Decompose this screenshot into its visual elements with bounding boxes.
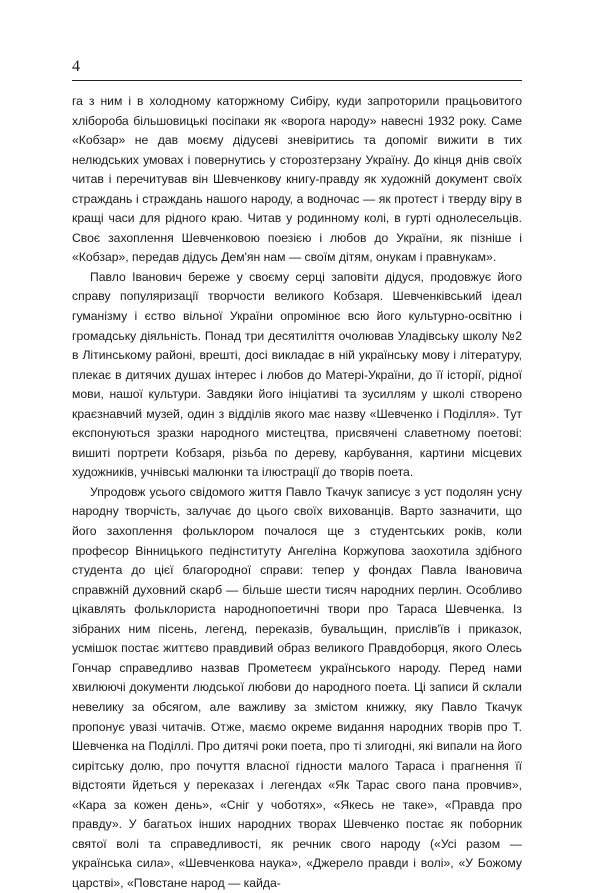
paragraph: Павло Іванович береже у своєму серці заповіти дідуся, продовжує його справу популяризації творчости великого Кобзаря. Шевченківський ідеал гуманізму і єство вільної України опромінює всю його культурно-освітню і громадську діяльність. Понад три десятиліття очолював Уладівську школу №2 в Літинському районі, врешті, досі викладає в ній українську мову і літературу, плекає в дитячих душах інтерес і любов до Матері-України, до її історії, рідної мови, нашої культури. Завдяки його ініціативі та зусиллям у школі створено краєзнавчий музей, один з відділів якого має назву «Шевченко і Поділля». Тут експонуються зразки народного мистецтва, присвячені славетному поетові: вишиті портрети Кобзаря, різьба по дереву, карбування, картини місцевих художників, учнівські малюнки та ілюстрації до творів поета. [72,269,522,480]
paragraph: га з ним і в холодному каторжному Сибіру, куди запроторили працьовитого хлібороба більшовицькі посіпаки як «ворога народу» навесні 1932 року. Саме «Кобзар» не дав моєму дідусеві зневіритись та допоміг вижити в тих нелюдських умовах і повернутись у сторозтерзану Україну. До кінця днів своїх читав і перечитував він Шевченкову книгу-правду як художній документ своїх страждань і страждань нашого народу, а водночас — як протест і тверду віру в кращі часи для рідного краю. Читав у родинному колі, в гурті однолесельців. Своє захоплення Шевченковою поезією і любов до України, як пізніше і «Кобзар», передав дідусь Дем'ян нам — своїм дітям, онукам і правнукам». [72,94,522,265]
page-number: 4 [72,58,80,75]
document-page [72,0,522,890]
header-rule [72,80,522,81]
body-text [72,92,522,893]
paragraph: Упродовж усього свідомого життя Павло Ткачук записує з уст подолян усну народну творчість, залучає до цього своїх вихованців. Варто зазначити, що його захоплення фольклором почалося ще з студентських років, коли професор Вінницького педінституту Ангеліна Коржупова заохотила здібного студента до цієї благородної справи: тепер у фондах Павла Івановича справжній духовний скарб — більше шести тисяч народних перлин. Особливо цікавлять фольклориста народнопоетичні твори про Тараса Шевченка. Із зібраних ним пісень, легенд, переказів, бувальщин, прислів'їв і приказок, усмішок постає життєво правдивий образ великого Правдоборця, якого Олесь Гончар справедливо назвав Прометеєм українського народу. Перед нами хвилюючі документи людської любови до народного поета. Ці записи й склали невелику за обсягом, але важливу за змістом книжку, яку Павло Ткачук пропонує увазі читачів. Отже, маємо окреме видання народних творів про Т. Шевченка на Поділлі. Про дитячі роки поета, про ті злигодні, які випали на його сирітську долю, про почуття власної гідности малого Тараса і прагнення її відстояти йдеться у переказах і легендах «Як Тарас свого пана провчив», «Кара за кожен день», «Сніг у чоботях», «Якесь не таке», «Правда про правду». У багатьох інших народних творах Шевченко постає як поборник святої волі та справедливості, як речник свого народу («Усі разом — українська сила», «Шевченкова наука», «Джерело правди і волі», «У Божому царстві», «Повстане народ — кайда- [72,484,522,890]
